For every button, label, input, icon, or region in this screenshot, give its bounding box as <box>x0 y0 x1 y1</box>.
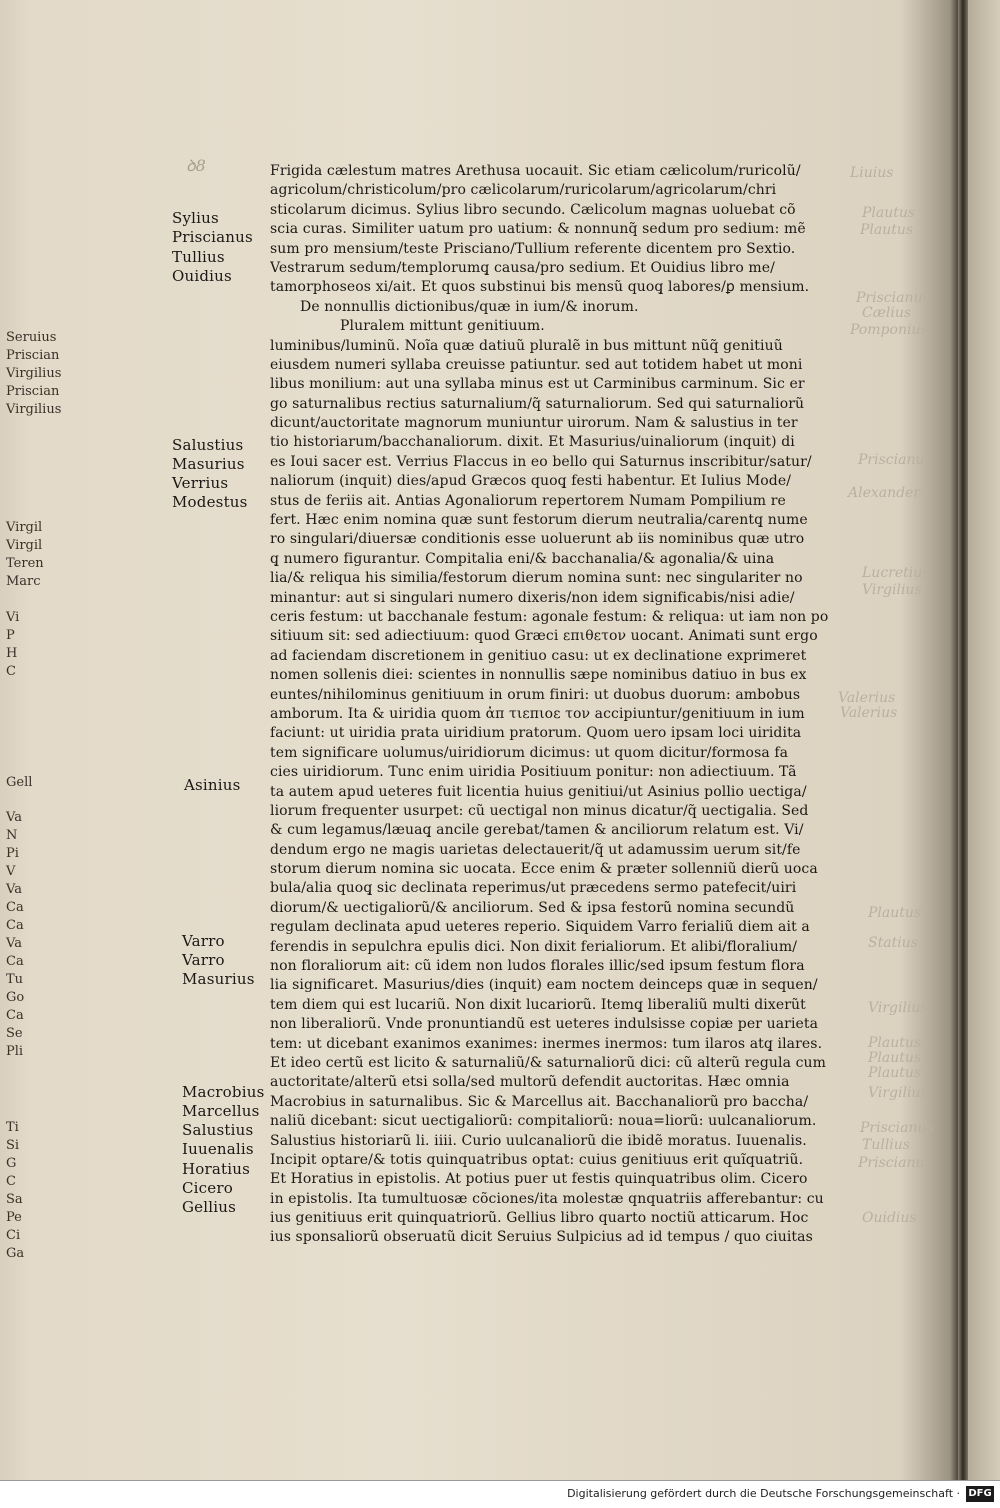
text-line: tem significare uolumus/uiridiorum dicimus: ut quom dicitur/formosa fa <box>270 744 789 761</box>
text-line: Frigida cælestum matres Arethusa uocauit. Sic etiam cælicolum/ruricolũ/ <box>270 163 801 179</box>
margin-note: Horatius <box>182 1160 251 1178</box>
text-line: storum dierum nomina sic uocata. Ecce enim & præter sollenniũ dierũ uoca <box>270 861 818 878</box>
text-line: naliũ dicebant: sicut uectigaliorũ: compitaliorũ: noua=liorũ: uulcanaliorum. <box>270 1113 817 1130</box>
text-line: stus de feriis ait. Antias Agonaliorum repertorem Numam Pompilium re <box>270 492 786 509</box>
text-line: nomen sollenis diei: scientes in nonnullis sæpe nominibus datiuo in bus ex <box>270 667 807 684</box>
margin-note: Verrius <box>172 474 229 492</box>
margin-note: Ouidius <box>172 267 232 285</box>
section-heading: De nonnullis dictionibus/quæ in ium/& inorum. <box>300 298 639 315</box>
text-line: eiusdem numeri syllaba creuisse patiuntur. sed aut totidem habet ut moni <box>270 356 803 373</box>
text-line: Incipit optare/& totis quinquatribus optat: cuius genitiuus erit quĩquatriũ. <box>270 1151 804 1168</box>
text-line: ius sponsaliorũ obseruatũ dicit Seruius Sulpicius ad id tempus / quo ciuitas <box>270 1229 813 1246</box>
text-line: bula/alia quoq̧ sic declinata reperimus/ut præcedens sermo patefecit/uiri <box>270 880 797 897</box>
text-line: ius genitiuus erit quinquatriorũ. Gellius libro quarto noctiũ atticarum. Hoc <box>270 1210 809 1227</box>
text-line: cies uiridiorum. Tunc enim uiridia Positiuum ponitur: non adiectiuum. Tã <box>270 764 797 781</box>
margin-note: Modestus <box>172 493 248 511</box>
margin-note: Varro <box>182 951 225 969</box>
text-line: faciunt: ut uiridia prata uiridium pratorum. Quom uero ipsam loci uiridita <box>270 725 802 742</box>
page-gutter <box>958 0 968 1480</box>
margin-note: Salustius <box>172 436 244 454</box>
text-line: dicunt/auctoritate magnorum muniuntur uirorum. Nam & salustius in ter <box>270 415 798 432</box>
text-line: euntes/nihilominus genitiuum in orum finiri: ut duobus duorum: ambobus <box>270 686 801 703</box>
text-line: diorum/& uectigaliorũ/& anciliorum. Sed & ipsa festorũ nomina secundũ <box>270 899 795 916</box>
text-line: in epistolis. Ita tumultuosæ cõciones/ita molestæ qnquatriis afferebantur: cu <box>270 1190 824 1207</box>
folio-mark: ꝺ8 <box>186 156 206 175</box>
text-line: ta autem apud ueteres fuit licentia huius genitiui/ut Asinius pollio uectiga/ <box>270 783 807 800</box>
facing-page <box>968 0 1000 1480</box>
text-line: tio historiarum/bacchanaliorum. dixit. Et Masurius/uinaliorum (inquit) di <box>270 434 795 451</box>
text-line: lia/& reliqua his similia/festorum dierum nomina sunt: nec singulariter no <box>270 570 803 587</box>
text-line: tem: ut dicebant exanimos exanimes: inermes inermos: tum ilaros atq̧ ilares. <box>270 1035 823 1052</box>
margin-note: Salustius <box>182 1121 254 1139</box>
text-line: sitiuum sit: sed adiectiuum: quod Græci επιθετον uocant. Animati sunt ergo <box>270 628 818 645</box>
text-line: dendum ergo ne magis uarietas delectauerit/q̃ ut adamussim uerum sit/fe <box>270 841 801 858</box>
text-line: non floraliorum ait: cũ idem non ludos florales illic/sed ipsum festum flora <box>270 958 805 975</box>
text-line: liorum frequenter usurpet: cũ uectigal non minus dicatur/q̃ uectigalia. Sed <box>270 802 809 819</box>
margin-note: Masurius <box>172 455 245 473</box>
text-line: tem diem qui est lucariũ. Non dixit lucariorũ. Itemq̧ liberaliũ multi dixerũt <box>270 996 806 1013</box>
text-line: ceris festum: ut bacchanale festum: agonale festum: & reliqua: ut iam non po <box>270 608 829 625</box>
footer-bar <box>0 1480 1000 1508</box>
text-line: ferendis in sepulchra epulis dici. Non dixit ferialiorum. Et alibi/floralium/ <box>270 938 798 955</box>
text-line: sum pro mensium/teste Prisciano/Tullium referente dicentem pro Sextio. <box>270 240 796 257</box>
text-line: minantur: aut si singulari numero dixeris/non idem significabis/nisi adie/ <box>270 589 795 606</box>
margin-note: Sylius <box>172 209 219 227</box>
text-line: Vestrarum sedum/templorumq̧ causa/pro sedium. Et Ouidius libro me/ <box>270 259 775 276</box>
margin-note: Iuuenalis <box>182 1140 254 1158</box>
text-line: fert. Hæc enim nomina quæ sunt festorum dierum neutralia/carentq̧ nume <box>270 512 808 529</box>
text-line: naliorum (inquit) dies/apud Græcos quoq̧ festi habentur. Et Iulius Mode/ <box>270 473 792 490</box>
text-line: es Ioui sacer est. Verrius Flaccus in eo bello qui Saturnus inscribitur/satur/ <box>270 453 812 470</box>
margin-note: Macrobius <box>182 1083 265 1101</box>
text-line: Et ideo certũ est licito & saturnaliũ/& saturnaliorũ dici: cũ alterũ regula cum <box>270 1054 827 1071</box>
text-line: ad faciendam discretionem in genitiuo casu: ut ex declinatione exprimeret <box>270 647 807 664</box>
text-line: scia curas. Similiter uatum pro uatium: & nonnunq̃ sedum pro sedium: mẽ <box>270 221 806 238</box>
text-line: agricolum/christicolum/pro cælicolarum/ruricolarum/agricolarum/chri <box>270 182 777 199</box>
text-line: Salustius historiarũ li. iiii. Curio uulcanaliorũ die ibidẽ moratus. Iuuenalis. <box>270 1132 807 1149</box>
text-line: auctoritate/alterũ etsi solla/sed multorũ defendit auctoritas. Hæc omnia <box>270 1074 790 1091</box>
footer-credit: Digitalisierung gefördert durch die Deutsche Forschungsgemeinschaft · <box>567 1487 960 1500</box>
margin-note: Varro <box>182 932 225 950</box>
text-line: libus monilium: aut una syllaba minus est ut Carminibus carminum. Sic er <box>270 376 805 393</box>
margin-note: Masurius <box>182 970 255 988</box>
text-line: sticolarum dicimus. Sylius libro secundo. Cælicolum magnas uoluebat cõ <box>270 201 796 218</box>
text-line: luminibus/luminũ. Noĩa quæ datiuũ pluralẽ in bus mittunt nũq̃ genitiuũ <box>270 337 783 354</box>
text-line: q̧ numero figurantur. Compitalia eni/& bacchanalia/& agonalia/& uina <box>270 550 775 567</box>
text-line: & cum legamus/læuaq̧ ancile gerebat/tamen & anciliorum relatum est. Vi/ <box>270 822 804 839</box>
margin-note: Tullius <box>172 248 225 266</box>
text-line: tamorphoseos xi/ait. Et quos substinui bis mensũ quoq̧ labores/ꝑ mensium. <box>270 279 810 296</box>
margin-note: Priscianus <box>172 228 253 246</box>
text-line: non liberaliorũ. Vnde pronuntiandũ est ueteres indulsisse copiæ per uarieta <box>270 1016 819 1033</box>
text-line: ro singulari/diuersæ conditionis esse uoluerunt ab iis nominibus quæ utro <box>270 531 805 548</box>
margin-note: Marcellus <box>182 1102 260 1120</box>
margin-note: Gellius <box>182 1198 237 1216</box>
main-text-block <box>270 162 830 1248</box>
text-line: Macrobius in saturnalibus. Sic & Marcellus ait. Bacchanaliorũ pro baccha/ <box>270 1093 809 1110</box>
text-line: amborum. Ita & uiridia quom ἀπ τιεπιοε τον accipiuntur/genitiuum in ium <box>270 705 805 722</box>
dfg-logo: DFG <box>966 1486 994 1502</box>
text-line: lia significaret. Masurius/dies (inquit) eam noctem deinceps quæ in sequen/ <box>270 977 818 994</box>
margin-note: Cicero <box>182 1179 233 1197</box>
margin-note: Asinius <box>184 776 241 794</box>
text-line: Et Horatius in epistolis. At potius puer ut festis quinquatribus olim. Cicero <box>270 1171 808 1188</box>
text-line: regulam declinata apud ueteres reperio. Siquidem Varro ferialiũ diem ait a <box>270 919 810 936</box>
text-line: go saturnalibus rectius saturnalium/q̃ saturnaliorum. Sed qui saturnaliorũ <box>270 395 805 412</box>
section-subheading: Pluralem mittunt genitiuum. <box>340 318 545 335</box>
